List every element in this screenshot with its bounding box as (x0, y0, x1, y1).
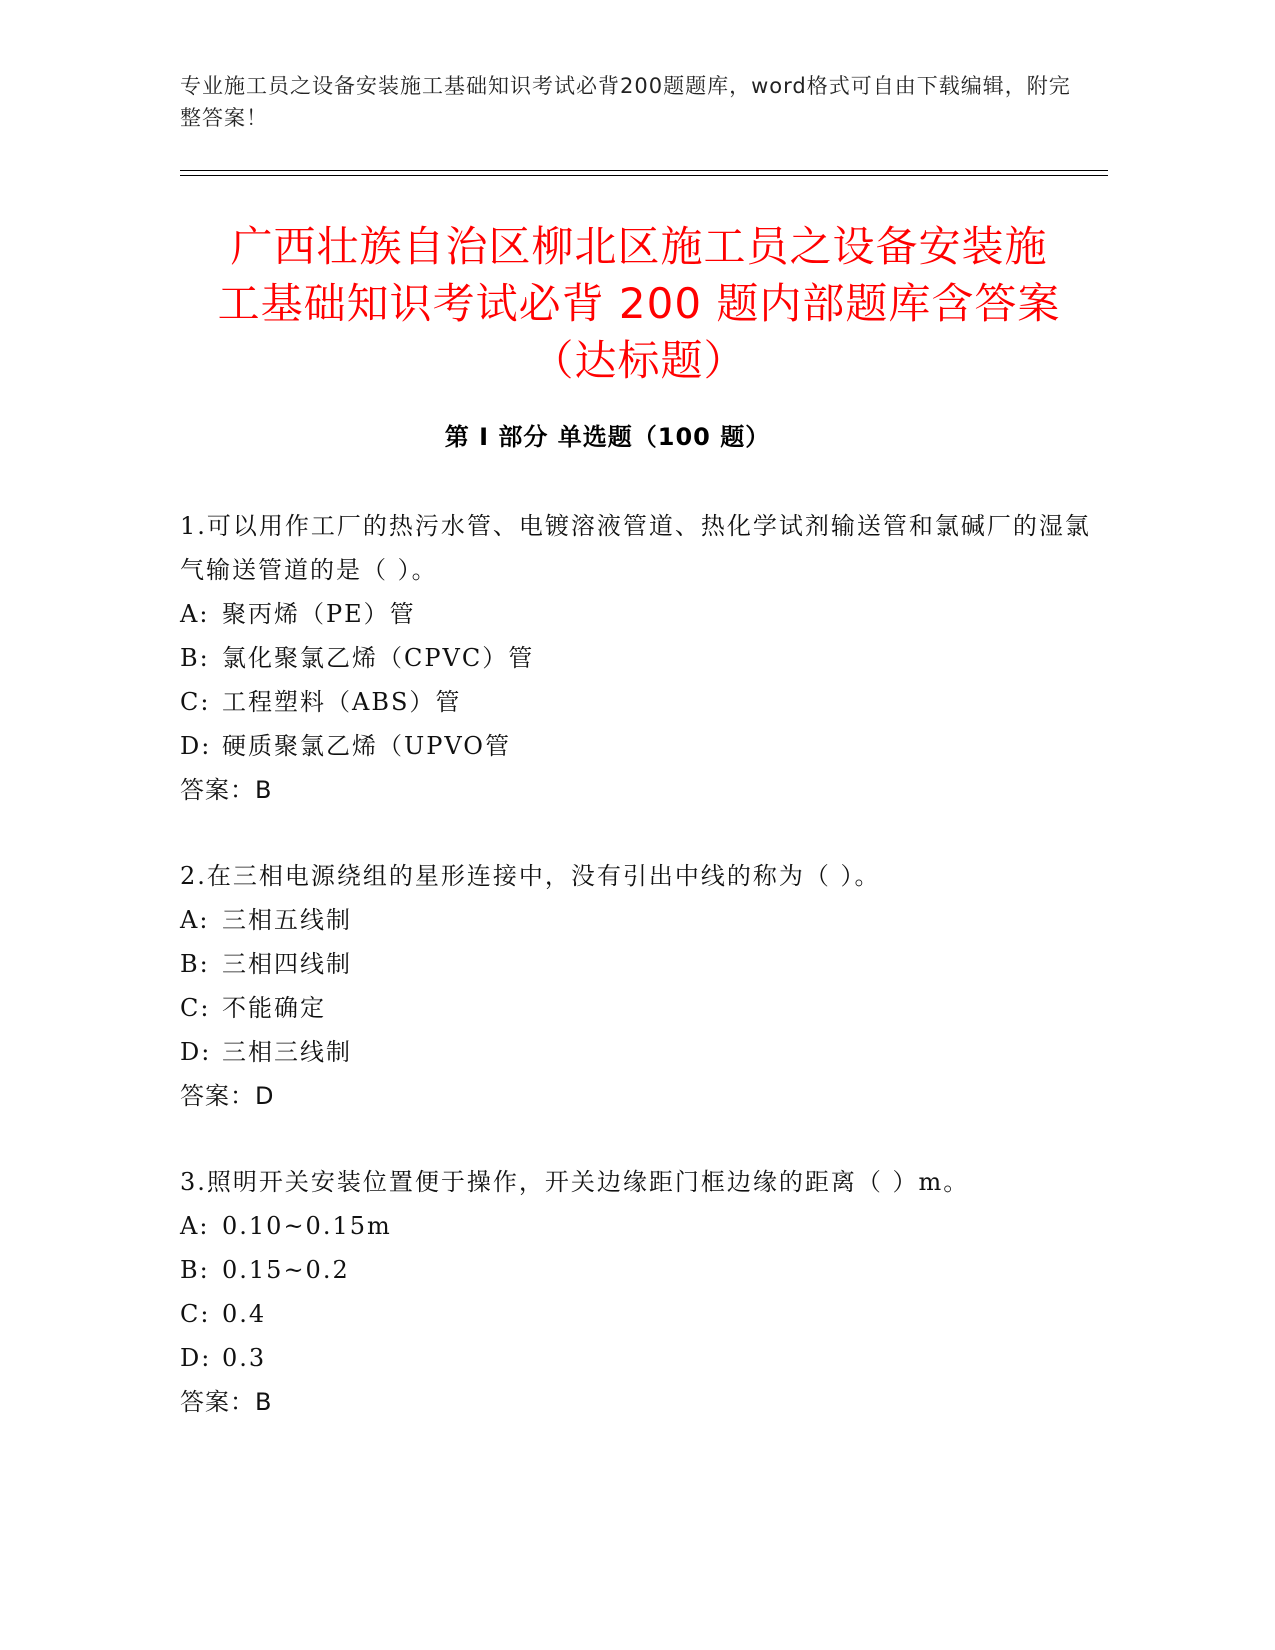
question-stem: 3.照明开关安装位置便于操作，开关边缘距门框边缘的距离（ ）m。 (180, 1168, 970, 1196)
option-text: 不能确定 (222, 994, 326, 1022)
option-letter: D: (180, 1344, 212, 1372)
option-text: 聚丙烯（PE）管 (222, 600, 416, 628)
option-c (180, 1292, 1115, 1336)
question-stem: 2.在三相电源绕组的星形连接中，没有引出中线的称为（ ）。 (180, 862, 881, 890)
option-letter: D: (180, 1038, 212, 1066)
document-title (160, 218, 1118, 389)
question-stem: 1.可以用作工厂的热污水管、电镀溶液管道、热化学试剂输送管和氯碱厂的湿氯气输送管道的是（ ）。 (180, 512, 1091, 584)
option-letter: C: (180, 1300, 211, 1328)
option-letter: D: (180, 732, 212, 760)
option-text: 0.15~0.2 (222, 1256, 350, 1284)
option-text: 三相三线制 (222, 1038, 352, 1066)
answer-line: 答案：B (180, 776, 273, 804)
option-a (180, 898, 1115, 942)
header-note: 专业施工员之设备安装施工基础知识考试必背200题题库，word格式可自由下载编辑，附完整答案！ (180, 74, 1071, 130)
option-b (180, 1248, 1115, 1292)
option-letter: A: (180, 600, 210, 628)
question-2 (180, 854, 1115, 1118)
option-letter: C: (180, 688, 211, 716)
option-text: 0.4 (222, 1300, 267, 1328)
option-c (180, 986, 1115, 1030)
option-letter: A: (180, 1212, 210, 1240)
option-text: 三相四线制 (222, 950, 352, 978)
option-text: 硬质聚氯乙烯（UPVO管 (222, 732, 511, 760)
question-1 (180, 504, 1115, 812)
section-title: 第 I 部分 单选题（100 题） (444, 423, 771, 451)
header-divider-bottom (180, 175, 1108, 176)
answer-line: 答案：D (180, 1082, 275, 1110)
option-text: 工程塑料（ABS）管 (222, 688, 462, 716)
title-line-1: 广西壮族自治区柳北区施工员之设备安装施 (230, 222, 1048, 271)
option-letter: B: (180, 644, 210, 672)
option-letter: A: (180, 906, 210, 934)
option-a (180, 1204, 1115, 1248)
option-a (180, 592, 1115, 636)
option-c (180, 680, 1115, 724)
question-list (180, 504, 1115, 1466)
option-text: 三相五线制 (222, 906, 352, 934)
option-d (180, 1030, 1115, 1074)
header-divider-top (180, 170, 1108, 171)
option-b (180, 942, 1115, 986)
question-3 (180, 1160, 1115, 1424)
option-letter: B: (180, 950, 210, 978)
option-text: 0.3 (222, 1344, 267, 1372)
title-line-3: （达标题） (531, 336, 747, 385)
option-d (180, 1336, 1115, 1380)
title-line-2: 工基础知识考试必背 200 题内部题库含答案 (217, 279, 1061, 328)
option-text: 氯化聚氯乙烯（CPVC）管 (222, 644, 535, 672)
option-letter: B: (180, 1256, 210, 1284)
option-text: 0.10~0.15m (222, 1212, 392, 1240)
option-d (180, 724, 1115, 768)
option-b (180, 636, 1115, 680)
option-letter: C: (180, 994, 211, 1022)
answer-line: 答案：B (180, 1388, 273, 1416)
